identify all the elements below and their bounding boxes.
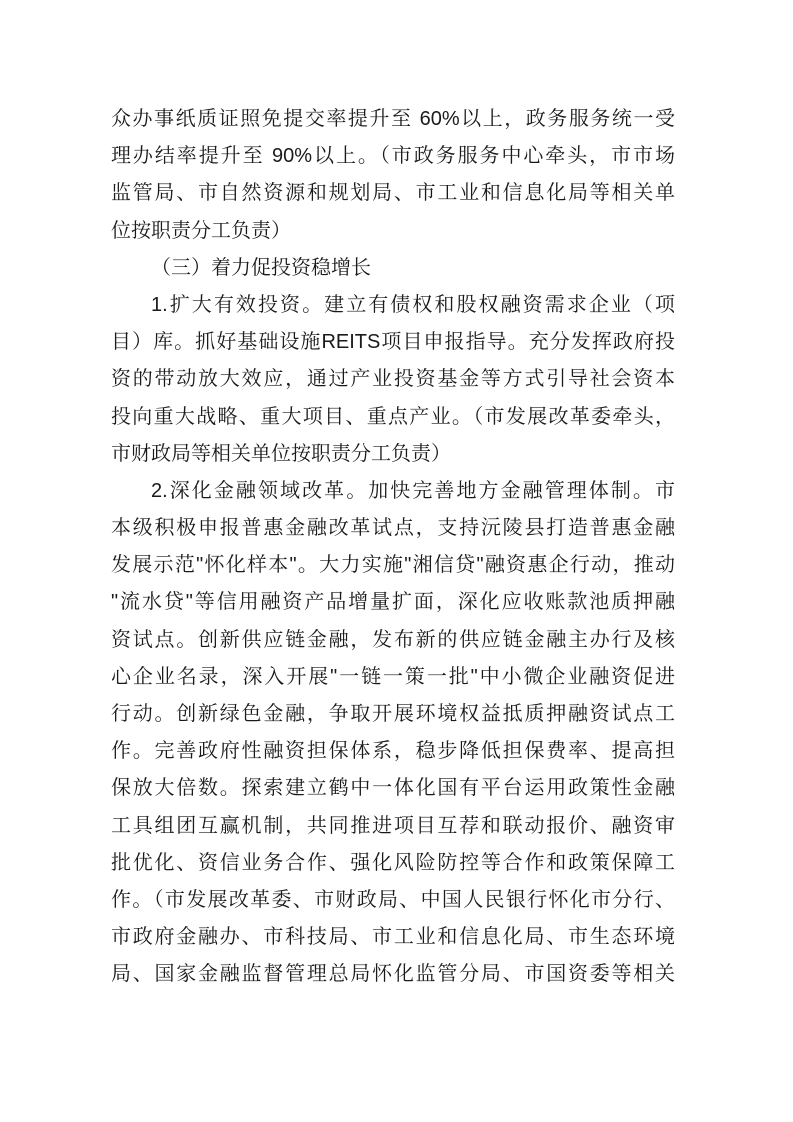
text-line: 保放大倍数。探索建立鹤中一体化国有平台运用政策性金融: [111, 777, 675, 800]
text-line: "流水贷"等信用融资产品增量扩面，深化应收账款池质押融: [111, 591, 675, 614]
text-line: 市政府金融办、市科技局、市工业和信息化局、市生态环境: [111, 926, 675, 949]
text-line: 目）库。抓好基础设施REITS项目申报指导。充分发挥政府投: [111, 331, 675, 354]
text-line: 市财政局等相关单位按职责分工负责）: [111, 442, 451, 465]
text-line: 2.深化金融领域改革。加快完善地方金融管理体制。市: [151, 479, 675, 502]
text-line: 发展示范"怀化样本"。大力实施"湘信贷"融资惠企行动，推动: [111, 554, 675, 577]
text-line: 工具组团互赢机制，共同推进项目互荐和联动报价、融资审: [111, 814, 675, 837]
text-line: 作。（市发展改革委、市财政局、中国人民银行怀化市分行、: [111, 888, 675, 911]
text-line: 心企业名录，深入开展"一链一策一批"中小微企业融资促进: [111, 665, 675, 688]
text-line: 资试点。创新供应链金融，发布新的供应链金融主办行及核: [111, 628, 675, 651]
text-line: 监管局、市自然资源和规划局、市工业和信息化局等相关单: [111, 182, 675, 205]
text-line: 位按职责分工负责）: [111, 219, 291, 242]
section-heading: （三）着力促投资稳增长: [151, 256, 371, 279]
body-text-block: [111, 101, 675, 994]
text-line: 作。完善政府性融资担保体系，稳步降低担保费率、提高担: [111, 740, 675, 763]
text-line: 行动。创新绿色金融，争取开展环境权益抵质押融资试点工: [111, 703, 675, 725]
text-line: 局、国家金融监督管理总局怀化监管分局、市国资委等相关: [111, 963, 675, 986]
text-line: 资的带动放大效应，通过产业投资基金等方式引导社会资本: [111, 368, 675, 391]
text-line: 1.扩大有效投资。建立有债权和股权融资需求企业（项: [151, 293, 675, 316]
text-line: 众办事纸质证照免提交率提升至 60%以上，政务服务统一受: [111, 108, 675, 130]
text-line: 本级积极申报普惠金融改革试点，支持沅陵县打造普惠金融: [111, 517, 675, 540]
text-line: 投向重大战略、重大项目、重点产业。（市发展改革委牵头，: [111, 405, 675, 428]
text-line: 批优化、资信业务合作、强化风险防控等合作和政策保障工: [111, 851, 675, 874]
text-line: 理办结率提升至 90%以上。（市政务服务中心牵头，市市场: [111, 145, 675, 168]
